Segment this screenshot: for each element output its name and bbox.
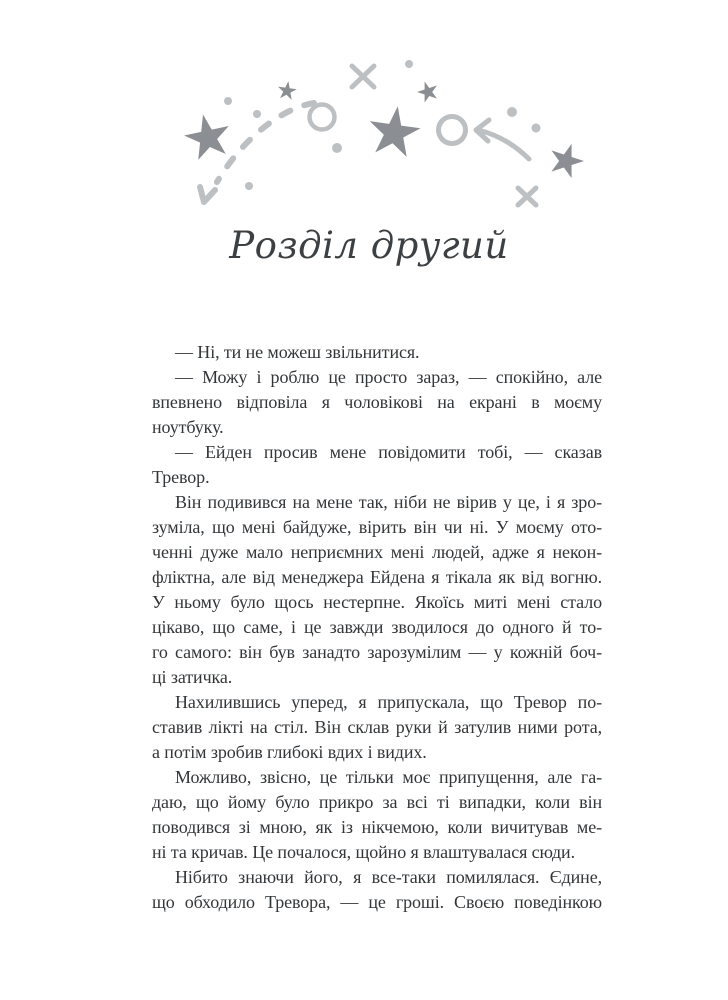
- dot-icon: [405, 60, 413, 68]
- text-line: цікаво, що саме, і це завжди зводилося до одного й то-: [152, 617, 602, 637]
- text-line: ці затичка.: [152, 667, 233, 687]
- paragraph: [152, 865, 602, 915]
- text-line: впевнено відповіла я чоловікові на екрані в моєму: [152, 392, 602, 412]
- star-icon: [415, 78, 441, 103]
- text-line: фліктна, але від менеджера Ейдена я тікала як від вогню.: [152, 567, 602, 587]
- x-mark-icon: [518, 188, 536, 205]
- text-line: — Можу і роблю це просто зараз, — спокійно, але: [175, 367, 602, 387]
- circle-icon: [439, 117, 466, 144]
- text-line: — Ні, ти не можеш звільнитися.: [175, 342, 420, 362]
- text-line: ноутбуку.: [152, 417, 224, 437]
- text-line: Нахилившись уперед, я припускала, що Тревор по-: [175, 692, 602, 712]
- paragraph: [152, 690, 602, 765]
- curved-arrow-icon: [478, 130, 529, 159]
- text-line: го самого: він був занадто зарозумілим — у кожній боч-: [152, 642, 602, 662]
- text-line: ченні дуже мало неприємних мені людей, адже я некон-: [152, 542, 602, 562]
- dot-icon: [507, 107, 517, 117]
- dot-icon: [245, 182, 253, 190]
- dot-icon: [332, 143, 342, 153]
- text-line: що обходило Тревора, — це гроші. Своєю поведінкою: [152, 892, 602, 912]
- dashed-arc-arrow-icon: [217, 103, 314, 182]
- page-body: [152, 340, 602, 915]
- chapter-title: Розділ другий: [229, 224, 509, 267]
- text-line: ставив лікті на стіл. Він склав руки й затулив ними рота,: [152, 717, 602, 737]
- paragraph: [152, 440, 602, 490]
- stars-decoration: [160, 52, 600, 217]
- text-line: даю, що йому було прикро за всі ті випадки, коли він: [152, 792, 602, 812]
- paragraph: [152, 765, 602, 865]
- star-icon: [545, 139, 588, 181]
- paragraph: [152, 340, 602, 365]
- text-line: а потім зробив глибокі вдих і видих.: [152, 742, 427, 762]
- dot-icon: [532, 124, 541, 133]
- x-mark-icon: [352, 66, 374, 87]
- dot-icon: [224, 97, 232, 105]
- arrowhead-icon: [200, 187, 215, 202]
- text-line: — Ейден просив мене повідомити тобі, — сказав: [175, 442, 602, 462]
- star-icon: [276, 80, 297, 101]
- text-line: зуміла, що мені байдуже, вірить він чи ні. У моєму ото-: [152, 517, 602, 537]
- circle-icon: [310, 105, 335, 130]
- text-line: ні та кричав. Це почалося, щойно я влаштувалася сюди.: [152, 842, 575, 862]
- text-line: Нібито знаючи його, я все-таки помилялася. Єдине,: [175, 867, 602, 887]
- text-line: Він подивився на мене так, ніби не вірив у це, і я зро-: [175, 492, 602, 512]
- dot-icon: [253, 110, 261, 118]
- star-icon: [366, 103, 424, 159]
- text-line: Можливо, звісно, це тільки моє припущення, але га-: [175, 767, 602, 787]
- paragraph: [152, 365, 602, 440]
- star-icon: [181, 110, 235, 162]
- text-line: поводився зі мною, як із нікчемою, коли вичитував ме-: [152, 817, 602, 837]
- text-line: Тревор.: [152, 467, 210, 487]
- text-line: У ньому було щось нестерпне. Якоїсь миті мені стало: [152, 592, 602, 612]
- paragraph: [152, 490, 602, 690]
